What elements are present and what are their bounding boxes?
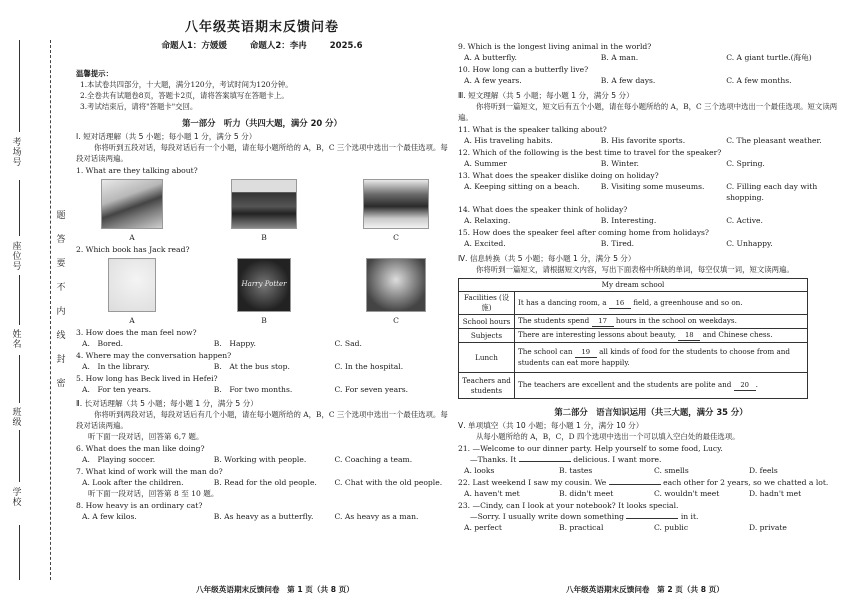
school-line-lower xyxy=(19,525,20,580)
page-1 xyxy=(76,0,448,522)
seal-char: 不 xyxy=(56,283,66,293)
question-12: 12. Which of the following is the best time to travel for the speaker? xyxy=(458,148,722,157)
seal-char: 要 xyxy=(56,259,66,269)
q23-reply: —Sorry. I usually write down something in it. xyxy=(470,512,699,521)
q11-options xyxy=(458,135,844,146)
question-23: 23. —Cindy, can I look at your notebook? It looks special. xyxy=(458,501,679,510)
section2-title: Ⅱ. 长对话理解（共 5 小题；每小题 1 分，满分 5 分） xyxy=(76,399,258,408)
tips-block xyxy=(76,68,448,112)
option[interactable]: A. A few years. xyxy=(464,76,522,85)
great-wall-image xyxy=(101,179,163,229)
option[interactable]: C. Unhappy. xyxy=(726,239,773,248)
option[interactable]: A. perfect xyxy=(464,523,502,532)
option[interactable]: C. In the hospital. xyxy=(334,362,404,371)
option[interactable]: B. Happy. xyxy=(213,339,256,348)
option[interactable]: A. In the library. xyxy=(82,362,150,371)
birds-nest-image xyxy=(363,179,429,229)
question-11: 11. What is the speaker talking about? xyxy=(458,125,607,134)
q15-options xyxy=(458,238,844,249)
name-label: 姓名 xyxy=(12,330,22,350)
section4-desc: 你将听到一篇短文，请根据短文内容，写出下面表格中所缺的单词，每空仅填一词，短文读两遍。 xyxy=(476,265,794,274)
q14-options xyxy=(458,215,844,226)
seal-char: 密 xyxy=(56,379,66,389)
question-3: 3. How does the man feel now? xyxy=(76,328,197,337)
option[interactable]: C. wouldn't meet xyxy=(654,489,720,498)
table-row: Teachers and students The teachers are excellent and the students are polite and 20 . xyxy=(459,373,808,399)
seal-char: 内 xyxy=(56,307,66,317)
author-1: 命题人1：方媛媛 xyxy=(161,41,227,51)
answer-blank-17[interactable]: 17 xyxy=(592,316,614,327)
option[interactable]: C. Coaching a team. xyxy=(334,455,413,464)
option[interactable]: C. A few months. xyxy=(726,76,792,85)
q1-option-a[interactable]: A xyxy=(88,179,176,243)
option[interactable]: C. As heavy as a man. xyxy=(334,512,419,521)
q2-image-options xyxy=(76,255,448,326)
q10-options xyxy=(458,75,844,86)
seal-dashed-line xyxy=(50,40,51,580)
q21-options xyxy=(458,465,844,476)
option[interactable]: D. hadn't met xyxy=(749,489,802,498)
tips-title: 温馨提示： xyxy=(76,69,113,78)
option[interactable]: A. A butterfly. xyxy=(464,53,517,62)
q22-options xyxy=(458,488,844,499)
class-label: 班级 xyxy=(12,408,22,428)
option[interactable]: B. Visiting some museums. xyxy=(600,182,705,191)
option[interactable]: B. practical xyxy=(559,523,604,532)
question-9: 9. Which is the longest living animal in the world? xyxy=(458,42,652,51)
q2-option-b[interactable]: Harry Potter B xyxy=(220,258,308,326)
dream-school-table xyxy=(458,278,808,399)
exam-no-line xyxy=(19,40,20,132)
section4-title: Ⅳ. 信息转换（共 5 小题；每小题 1 分，满分 5 分） xyxy=(458,254,636,263)
table-title: My dream school xyxy=(459,279,808,292)
authors-line xyxy=(76,41,448,52)
option[interactable]: A. His traveling habits. xyxy=(464,136,553,145)
seal-char: 封 xyxy=(56,355,66,365)
option[interactable]: B. A few days. xyxy=(600,76,656,85)
author-2: 命题人2：李冉 xyxy=(249,41,307,51)
option[interactable]: A. Playing soccer. xyxy=(82,455,156,464)
option[interactable]: B. As heavy as a butterfly. xyxy=(213,512,314,521)
question-4: 4. Where may the conversation happen? xyxy=(76,351,232,360)
q6-options xyxy=(76,454,448,465)
section5-title: Ⅴ. 单项填空（共 10 小题；每小题 1 分，满分 10 分） xyxy=(458,421,644,430)
q7-options xyxy=(76,477,448,488)
table-row: Facilities (设施) It has a dancing room, a 16 field, a greenhouse and so on. xyxy=(459,292,808,315)
name-line xyxy=(19,275,20,325)
option[interactable]: C. public xyxy=(654,523,689,532)
option[interactable]: B. Winter. xyxy=(600,159,639,168)
page-1-footer: 八年级英语期末反馈问卷 第 1 页（共 8 页） xyxy=(196,585,354,594)
question-14: 14. What does the speaker think of holiday? xyxy=(458,205,628,214)
question-1: 1. What are they talking about? xyxy=(76,166,198,175)
q23-options xyxy=(458,522,844,533)
binding-margin xyxy=(0,0,66,607)
option[interactable]: A. Relaxing. xyxy=(464,216,511,225)
table-row: Subjects There are interesting lessons about beauty, 18 and Chinese chess. xyxy=(459,329,808,343)
option[interactable]: B. Interesting. xyxy=(600,216,657,225)
forbidden-city-image xyxy=(231,179,297,229)
option[interactable]: B. Tired. xyxy=(600,239,635,248)
exam-title: 八年级英语期末反馈问卷 xyxy=(184,20,339,35)
seal-char: 题 xyxy=(56,211,66,221)
exam-no-label: 考场号 xyxy=(12,138,22,168)
option[interactable]: D. feels xyxy=(749,466,778,475)
option[interactable]: A. Keeping sitting on a beach. xyxy=(464,182,580,191)
section5-desc: 从每小题所给的 A，B，C，D 四个选项中选出一个可以填入空白处的最佳选项。 xyxy=(476,432,740,441)
answer-blank-21[interactable] xyxy=(519,461,571,462)
option[interactable]: C. Sad. xyxy=(334,339,362,348)
question-10: 10. How long can a butterfly live? xyxy=(458,65,589,74)
q1-option-c[interactable]: C xyxy=(352,179,440,243)
option[interactable]: A. For ten years. xyxy=(82,385,152,394)
tip-line: 1.本试卷共四部分，十大题，满分120分，考试时间为120分钟。 xyxy=(80,80,293,89)
answer-blank-18[interactable]: 18 xyxy=(678,330,700,341)
q1-option-b[interactable]: B xyxy=(220,179,308,243)
answer-blank-23[interactable] xyxy=(626,518,678,519)
question-15: 15. How does the speaker feel after coming home from holidays? xyxy=(458,228,709,237)
harry-potter-cover-image: Harry Potter xyxy=(237,258,291,312)
seal-char: 线 xyxy=(56,331,66,341)
question-7: 7. What kind of work will the man do? xyxy=(76,467,223,476)
answer-blank-20[interactable]: 20 xyxy=(734,380,756,391)
q12-options xyxy=(458,158,844,169)
option[interactable]: B. A man. xyxy=(600,53,639,62)
answer-blank-19[interactable]: 19 xyxy=(575,347,597,358)
option[interactable]: C. Active. xyxy=(726,216,763,225)
option[interactable]: A. Look after the children. xyxy=(82,478,184,487)
question-5: 5. How long has Beck lived in Hefei? xyxy=(76,374,218,383)
question-2: 2. Which book has Jack read? xyxy=(76,245,190,254)
option[interactable]: B. At the bus stop. xyxy=(213,362,290,371)
book-cover-a-image xyxy=(108,258,156,312)
option[interactable]: C. Spring. xyxy=(726,159,765,168)
q21-reply: —Thanks. It delicious. I want more. xyxy=(470,455,662,464)
listening-note: 听下面一段对话，回答第 6,7 题。 xyxy=(88,432,204,441)
question-6: 6. What does the man like doing? xyxy=(76,444,205,453)
option[interactable]: C. A giant turtle.(海龟) xyxy=(726,53,812,62)
option[interactable]: D. private xyxy=(749,523,787,532)
question-8: 8. How heavy is an ordinary cat? xyxy=(76,501,203,510)
option[interactable]: C. Filling each day with shopping. xyxy=(726,182,818,202)
section1-desc: 你将听到五段对话，每段对话后有一个小题，请在每小题所给的 A，B，C 三个选项中选出一个最佳选项。每段对话读两遍。 xyxy=(76,143,448,163)
question-13: 13. What does the speaker dislike doing on holiday? xyxy=(458,171,659,180)
tip-line: 2.全卷共有试题卷8页，答题卡2页，请将答案填写在答题卡上。 xyxy=(80,91,289,100)
class-line xyxy=(19,355,20,403)
option[interactable]: B. tastes xyxy=(559,466,593,475)
option[interactable]: B. Read for the old people. xyxy=(213,478,317,487)
listening-note: 听下面一段对话，回答第 8 至 10 题。 xyxy=(88,489,219,498)
exam-date: 2025.6 xyxy=(329,41,363,51)
option[interactable]: B. His favorite sports. xyxy=(600,136,686,145)
section2-desc: 你将听到两段对话，每段对话后有几个小题，请在每小题所给的 A，B，C 三个选项中选出一个最佳选项。每段对话读两遍。 xyxy=(76,410,448,430)
section1-title: Ⅰ. 短对话理解（共 5 小题；每小题 1 分，满分 5 分） xyxy=(76,132,257,141)
option[interactable]: C. For seven years. xyxy=(334,385,409,394)
part1-title: 第一部分 听力（共四大题，满分 20 分） xyxy=(182,118,342,128)
option[interactable]: C. smells xyxy=(654,466,689,475)
question-22: 22. Last weekend I saw my cousin. We each other for 2 years, so we chatted a lot. xyxy=(458,478,829,487)
section3-desc: 你将听到一篇短文，短文后有五个小题，请在每小题所给的 A，B，C 三个选项中选出一个最佳选项。短文读两遍。 xyxy=(458,102,838,122)
book-cover-c-image xyxy=(366,258,426,312)
q1-image-options xyxy=(76,176,448,243)
table-row: School hours The students spend 17 hours in the school on weekdays. xyxy=(459,315,808,329)
option[interactable]: A. Bored. xyxy=(82,339,124,348)
q13-options xyxy=(458,181,844,203)
school-line xyxy=(19,430,20,482)
answer-blank-22[interactable] xyxy=(609,484,661,485)
q9-options xyxy=(458,52,844,63)
q4-options xyxy=(76,361,448,372)
option[interactable]: A. Excited. xyxy=(464,239,506,248)
option[interactable]: A. looks xyxy=(464,466,495,475)
q3-options xyxy=(76,338,448,349)
q2-option-a[interactable]: A xyxy=(88,258,176,326)
option[interactable]: A. A few kilos. xyxy=(82,512,137,521)
part2-title: 第二部分 语言知识运用（共三大题，满分 35 分） xyxy=(554,407,748,417)
option[interactable]: C. Chat with the old people. xyxy=(334,478,443,487)
answer-blank-16[interactable]: 16 xyxy=(609,298,631,309)
school-label: 学校 xyxy=(12,488,22,508)
option[interactable]: A. Summer xyxy=(464,159,507,168)
page-2-footer: 八年级英语期末反馈问卷 第 2 页（共 8 页） xyxy=(566,585,724,594)
tip-line: 3.考试结束后，请将"答题卡"交回。 xyxy=(80,102,198,111)
q5-options xyxy=(76,384,448,395)
seal-char: 答 xyxy=(56,235,66,245)
question-21: 21. —Welcome to our dinner party. Help yourself to some food, Lucy. xyxy=(458,444,723,453)
seat-no-line xyxy=(19,180,20,236)
seat-no-label: 座位号 xyxy=(12,242,22,272)
option[interactable]: B. For two months. xyxy=(213,385,293,394)
q8-options xyxy=(76,511,448,522)
option[interactable]: C. The pleasant weather. xyxy=(726,136,822,145)
option[interactable]: B. Working with people. xyxy=(213,455,307,464)
page-2 xyxy=(458,40,844,533)
section3-title: Ⅲ. 短文理解（共 5 小题；每小题 1 分，满分 5 分） xyxy=(458,91,634,100)
option[interactable]: A. haven't met xyxy=(464,489,520,498)
table-row: Lunch The school can 19 all kinds of food for the students to choose from and students can eat more happily. xyxy=(459,343,808,373)
option[interactable]: B. didn't meet xyxy=(559,489,614,498)
q2-option-c[interactable]: C xyxy=(352,258,440,326)
